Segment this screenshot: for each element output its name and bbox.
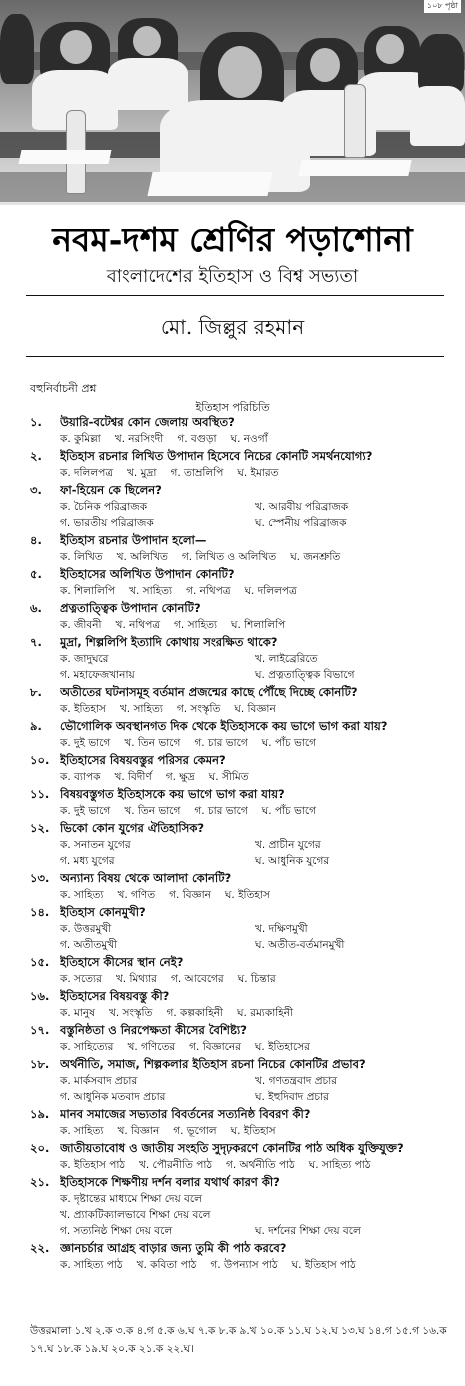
question-number: ১৬. xyxy=(30,988,50,1003)
answer-option: ঘ. পাঁচ ভাগে xyxy=(261,804,317,817)
answer-option: ক. দলিলপত্র xyxy=(60,466,114,479)
question-number: ৬. xyxy=(30,600,42,615)
question-number: ১৭. xyxy=(30,1022,50,1037)
question-text: ইতিহাসকে শিক্ষণীয় দর্শন বলার যথার্থ কারণ কী? xyxy=(60,1174,280,1189)
question-text: জাতীয়তাবোধ ও জাতীয় সংহতি সুদৃঢ়করণে কোনটির পাঠ অধিক যুক্তিযুক্ত? xyxy=(60,1140,404,1155)
option-row xyxy=(30,838,450,854)
answer-option: ক. ইতিহাস xyxy=(60,702,106,715)
question-item xyxy=(30,1140,450,1174)
divider xyxy=(26,356,444,357)
answer-option: ঘ. প্রত্নতাত্ত্বিক বিভাগে xyxy=(255,668,355,681)
question-text: ইতিহাস রচনার উপাদান হলো— xyxy=(60,532,207,547)
option-row xyxy=(30,1090,450,1106)
page-title: নবম-দশম শ্রেণির পড়াশোনা xyxy=(52,220,413,259)
question-number: ১২. xyxy=(30,820,50,835)
question-item xyxy=(30,718,450,752)
answer-option: ঘ. চিন্তার xyxy=(237,972,276,985)
option-row xyxy=(30,888,450,904)
question-number: ১৪. xyxy=(30,904,50,919)
answer-option: ঘ. নওগাঁ xyxy=(230,432,268,445)
answer-option: গ. আবেগের xyxy=(170,972,224,985)
question-item xyxy=(30,566,450,600)
question-item xyxy=(30,1174,450,1240)
question-heading xyxy=(30,870,450,888)
question-heading xyxy=(30,820,450,838)
question-text: অতীতের ঘটনাসমূহ বর্তমান প্রজন্মের কাছে পৌঁছে দিচ্ছে কোনটি? xyxy=(60,684,358,699)
question-number: ১০. xyxy=(30,752,50,767)
answer-option: ঘ. আধুনিক যুগের xyxy=(255,854,330,867)
option-row xyxy=(30,972,450,988)
question-heading xyxy=(30,532,450,550)
question-number: ৯. xyxy=(30,718,42,733)
answer-option: ক. সাহিত্য পাঠ xyxy=(60,1258,123,1271)
answer-option: খ. আরবীয় পরিব্রাজক xyxy=(255,500,349,513)
question-number: ৮. xyxy=(30,684,42,699)
answer-option: ঘ. ইতিহাস xyxy=(230,1124,276,1137)
answer-option: ক. উত্তরমুখী xyxy=(60,922,112,935)
answer-option: ঘ. ইহুদিবাদ প্রচার xyxy=(255,1090,329,1103)
question-heading xyxy=(30,954,450,972)
answer-option: খ. প্রাচীন যুগের xyxy=(255,838,321,851)
answer-option: ঘ. সীমিত xyxy=(208,770,249,783)
question-number: ১৩. xyxy=(30,870,50,885)
question-number: ১. xyxy=(30,414,42,429)
question-item xyxy=(30,786,450,820)
question-text: জ্ঞানচর্চার আগ্রহ বাড়ার জন্য তুমি কী পাঠ করবে? xyxy=(60,1240,287,1255)
answer-option: গ. উপন্যাস পাঠ xyxy=(210,1258,278,1271)
answer-option: ক. সাহিত্যের xyxy=(60,1040,114,1053)
answer-option: ক. মানুষ xyxy=(60,1006,95,1019)
question-item xyxy=(30,1022,450,1056)
question-heading xyxy=(30,1106,450,1124)
question-item xyxy=(30,448,450,482)
answer-option: ক. দুই ভাগে xyxy=(60,804,111,817)
question-number: ২১. xyxy=(30,1174,50,1189)
question-text: ইতিহাস রচনার লিখিত উপাদান হিসেবে নিচের কোনটি সমর্থনযোগ্য? xyxy=(60,448,373,463)
option-row xyxy=(30,668,450,684)
question-text: অন্যান্য বিষয় থেকে আলাদা কোনটি? xyxy=(60,870,232,885)
question-item xyxy=(30,414,450,448)
answer-option: গ. সত্যনিষ্ঠ শিক্ষা দেয় বলে xyxy=(60,1224,173,1237)
answer-option: গ. কল্পকাহিনী xyxy=(166,1006,224,1019)
answer-option: খ. প্র্যাকটিক্যালভাবে শিক্ষা দেয় বলে xyxy=(60,1208,211,1221)
option-row xyxy=(30,736,450,752)
question-text: ভিকো কোন যুগের ঐতিহাসিক? xyxy=(60,820,205,835)
question-list xyxy=(30,414,450,1274)
answer-option: ঘ. রম্যকাহিনী xyxy=(237,1006,294,1019)
question-text: ইতিহাসের বিষয়বস্তু কী? xyxy=(60,988,170,1003)
answer-option: ক. সাহিত্য xyxy=(60,1124,104,1137)
option-row xyxy=(30,804,450,820)
answer-option: খ. বিদীর্ণ xyxy=(114,770,152,783)
answer-option: গ. লিখিত ও অলিখিত xyxy=(181,550,277,563)
question-heading xyxy=(30,752,450,770)
answer-option: ঘ. ইতিহাসের xyxy=(254,1040,310,1053)
answer-option: খ. দক্ষিণমুখী xyxy=(255,922,308,935)
question-text: বস্তুনিষ্ঠতা ও নিরপেক্ষতা কীসের বৈশিষ্ট্য? xyxy=(60,1022,247,1037)
question-number: ২২. xyxy=(30,1240,50,1255)
answer-option: খ. তিন ভাগে xyxy=(124,736,181,749)
question-text: ইতিহাসে কীসের স্থান নেই? xyxy=(60,954,184,969)
answer-option: গ. নথিপত্র xyxy=(186,584,231,597)
answer-option: ক. ব্যাপক xyxy=(60,770,101,783)
answer-option: খ. নথিপত্র xyxy=(115,618,161,631)
question-item xyxy=(30,1106,450,1140)
question-number: ৩. xyxy=(30,482,42,497)
answer-option: গ. অতীতমুখী xyxy=(60,938,118,951)
answer-option: গ. ক্ষুদ্র xyxy=(165,770,195,783)
answer-option: ক. জাদুঘরে xyxy=(60,652,109,665)
option-row xyxy=(30,500,450,516)
option-row xyxy=(30,1158,450,1174)
answer-option: ক. শিলালিপি xyxy=(60,584,116,597)
answer-option: ক. মার্কসবাদ প্রচার xyxy=(60,1074,138,1087)
answer-option: ক. সনাতন যুগের xyxy=(60,838,131,851)
answer-option: গ. ভূগোল xyxy=(173,1124,217,1137)
question-text: ফা-হিয়েন কে ছিলেন? xyxy=(60,482,162,497)
option-row xyxy=(30,1192,450,1208)
answer-option: গ. বিজ্ঞান xyxy=(169,888,211,901)
answer-option: গ. সংস্কৃতি xyxy=(176,702,221,715)
question-heading xyxy=(30,566,450,584)
question-heading xyxy=(30,1056,450,1074)
answer-option: খ. তিন ভাগে xyxy=(124,804,181,817)
question-number: ১৯. xyxy=(30,1106,50,1121)
question-heading xyxy=(30,1140,450,1158)
answer-option: খ. গণিতের xyxy=(127,1040,176,1053)
question-item xyxy=(30,634,450,684)
option-row xyxy=(30,1208,450,1224)
question-number: ২০. xyxy=(30,1140,50,1155)
author-name: মো. জিল্লুর রহমান xyxy=(160,315,305,339)
answer-option: ঘ. স্পেনীয় পরিব্রাজক xyxy=(255,516,347,529)
option-row xyxy=(30,1124,450,1140)
answer-option: ঘ. ইমারত xyxy=(237,466,279,479)
answer-option: ক. কুমিল্লা xyxy=(60,432,101,445)
question-heading xyxy=(30,684,450,702)
question-item xyxy=(30,1056,450,1106)
answer-option: খ. পৌরনীতি পাঠ xyxy=(138,1158,212,1171)
answer-option: ঘ. অতীত-বর্তমানমুখী xyxy=(255,938,345,951)
answer-option: ক. ইতিহাস পাঠ xyxy=(60,1158,125,1171)
exam-hall-photo xyxy=(0,0,465,205)
question-heading xyxy=(30,634,450,652)
section-label: বহুনির্বাচনী প্রশ্ন xyxy=(30,382,97,395)
answer-option: খ. গণিত xyxy=(117,888,156,901)
answer-option: ঘ. শিলালিপি xyxy=(231,618,286,631)
answer-option: ঘ. ইতিহাস xyxy=(224,888,270,901)
answer-option: গ. চার ভাগে xyxy=(194,736,248,749)
question-text: বিষয়বস্তুগত ইতিহাসকে কয় ভাগে ভাগ করা যায়? xyxy=(60,786,285,801)
answer-option: খ. নরসিংদী xyxy=(114,432,164,445)
answer-option: গ. বিজ্ঞানের xyxy=(189,1040,241,1053)
question-heading xyxy=(30,448,450,466)
question-item xyxy=(30,532,450,566)
question-text: উয়ারি-বটেশ্বর কোন জেলায় অবস্থিত? xyxy=(60,414,235,429)
answer-option: গ. মহাফেজখানায় xyxy=(60,668,135,681)
question-item xyxy=(30,482,450,532)
divider xyxy=(26,295,444,296)
answer-option: ক. জীবনী xyxy=(60,618,102,631)
question-heading xyxy=(30,1174,450,1192)
question-number: ১৫. xyxy=(30,954,50,969)
page-corner-label: ১০৮ পৃষ্ঠা xyxy=(424,0,461,13)
option-row xyxy=(30,550,450,566)
question-text: অর্থনীতি, সমাজ, শিল্পকলার ইতিহাস রচনা নিচের কোনটির প্রভাব? xyxy=(60,1056,366,1071)
question-heading xyxy=(30,988,450,1006)
question-number: ১১. xyxy=(30,786,50,801)
question-text: প্রত্নতাত্ত্বিক উপাদান কোনটি? xyxy=(60,600,201,615)
answer-option: ঘ. সাহিত্য পাঠ xyxy=(308,1158,371,1171)
question-item xyxy=(30,820,450,870)
question-heading xyxy=(30,1022,450,1040)
answer-option: খ. সাহিত্য xyxy=(129,584,173,597)
option-row xyxy=(30,466,450,482)
answer-option: ঘ. দর্শনের শিক্ষা দেয় বলে xyxy=(255,1224,361,1237)
answer-option: ঘ. পাঁচ ভাগে xyxy=(261,736,317,749)
question-item xyxy=(30,1240,450,1274)
answer-option: গ. আধুনিক মতবাদ প্রচার xyxy=(60,1090,166,1103)
option-row xyxy=(30,1074,450,1090)
answer-option: গ. সাহিত্য xyxy=(174,618,218,631)
answer-option: গ. অর্থনীতি পাঠ xyxy=(226,1158,295,1171)
option-row xyxy=(30,584,450,600)
answer-option: ঘ. দলিলপত্র xyxy=(244,584,297,597)
answer-option: ঘ. বিজ্ঞান xyxy=(234,702,276,715)
question-text: ইতিহাস কোনমুখী? xyxy=(60,904,146,919)
answer-option: ঘ. ইতিহাস পাঠ xyxy=(291,1258,356,1271)
answer-option: খ. লাইব্রেরিতে xyxy=(255,652,318,665)
question-number: ২. xyxy=(30,448,42,463)
answer-option: ক. দুই ভাগে xyxy=(60,736,111,749)
option-row xyxy=(30,1224,450,1240)
page-subtitle: বাংলাদেশের ইতিহাস ও বিশ্ব সভ্যতা xyxy=(106,266,359,287)
question-text: ইতিহাসের অলিখিত উপাদান কোনটি? xyxy=(60,566,235,581)
question-heading xyxy=(30,482,450,500)
answer-option: ক. সাহিত্য xyxy=(60,888,104,901)
answer-option: ক. দৃষ্টান্তের মাধ্যমে শিক্ষা দেয় বলে xyxy=(60,1192,202,1205)
answer-option: ক. লিখিত xyxy=(60,550,103,563)
option-row xyxy=(30,938,450,954)
option-row xyxy=(30,1006,450,1022)
answer-option: খ. মিথ্যার xyxy=(115,972,157,985)
option-row xyxy=(30,516,450,532)
option-row xyxy=(30,1258,450,1274)
answer-option: খ. গণতন্ত্রবাদ প্রচার xyxy=(255,1074,338,1087)
question-heading xyxy=(30,718,450,736)
answer-option: গ. ভারতীয় পরিব্রাজক xyxy=(60,516,154,529)
answer-option: খ. অলিখিত xyxy=(116,550,168,563)
question-text: মুদ্রা, শিল্পলিপি ইত্যাদি কোথায় সংরক্ষিত থাকে? xyxy=(60,634,278,649)
answer-option: খ. সাহিত্য xyxy=(119,702,163,715)
section-title: ইতিহাস পরিচিতি xyxy=(195,401,270,414)
option-row xyxy=(30,432,450,448)
answer-option: গ. তাম্রলিপি xyxy=(170,466,224,479)
answer-option: খ. বিজ্ঞান xyxy=(117,1124,160,1137)
question-text: ইতিহাসের বিষয়বস্তুর পরিসর কেমন? xyxy=(60,752,226,767)
answer-option: খ. সংস্কৃতি xyxy=(108,1006,153,1019)
question-text: ভৌগোলিক অবস্থানগত দিক থেকে ইতিহাসকে কয় ভাগে ভাগ করা যায়? xyxy=(60,718,388,733)
answer-option: ক. চৈনিক পরিব্রাজক xyxy=(60,500,148,513)
question-number: ৪. xyxy=(30,532,42,547)
option-row xyxy=(30,922,450,938)
option-row xyxy=(30,854,450,870)
answer-option: গ. চার ভাগে xyxy=(194,804,248,817)
option-row xyxy=(30,652,450,668)
question-item xyxy=(30,954,450,988)
question-item xyxy=(30,752,450,786)
answer-key: উত্তরমালা ১.খ ২.ক ৩.ক ৪.গ ৫.ক ৬.ঘ ৭.ক ৮.ক ৯.খ ১০.ক ১১.ঘ ১২.ঘ ১৩.ঘ ১৪.গ ১৫.গ ১৬.ক ১৭.ঘ ১৮.ক ১৯.ঘ ২০.ক ২১.ক ২২.ঘ। xyxy=(30,1325,447,1355)
question-number: ৫. xyxy=(30,566,42,581)
option-row xyxy=(30,770,450,786)
question-heading xyxy=(30,414,450,432)
question-item xyxy=(30,988,450,1022)
question-text: মানব সমাজের সভ্যতার বিবর্তনের সত্যনিষ্ঠ বিবরণ কী? xyxy=(60,1106,311,1121)
question-item xyxy=(30,870,450,904)
question-item xyxy=(30,684,450,718)
question-number: ১৮. xyxy=(30,1056,50,1071)
question-heading xyxy=(30,786,450,804)
question-heading xyxy=(30,1240,450,1258)
answer-option: গ. মধ্য যুগের xyxy=(60,854,115,867)
answer-option: গ. বগুড়া xyxy=(177,432,217,445)
option-row xyxy=(30,1040,450,1056)
question-heading xyxy=(30,600,450,618)
answer-option: ঘ. জনশ্রুতি xyxy=(290,550,341,563)
question-number: ৭. xyxy=(30,634,42,649)
answer-option: ক. সত্যের xyxy=(60,972,102,985)
option-row xyxy=(30,618,450,634)
answer-option: খ. কবিতা পাঠ xyxy=(136,1258,197,1271)
option-row xyxy=(30,702,450,718)
question-item xyxy=(30,904,450,954)
question-item xyxy=(30,600,450,634)
answer-option: খ. মুদ্রা xyxy=(127,466,157,479)
question-heading xyxy=(30,904,450,922)
